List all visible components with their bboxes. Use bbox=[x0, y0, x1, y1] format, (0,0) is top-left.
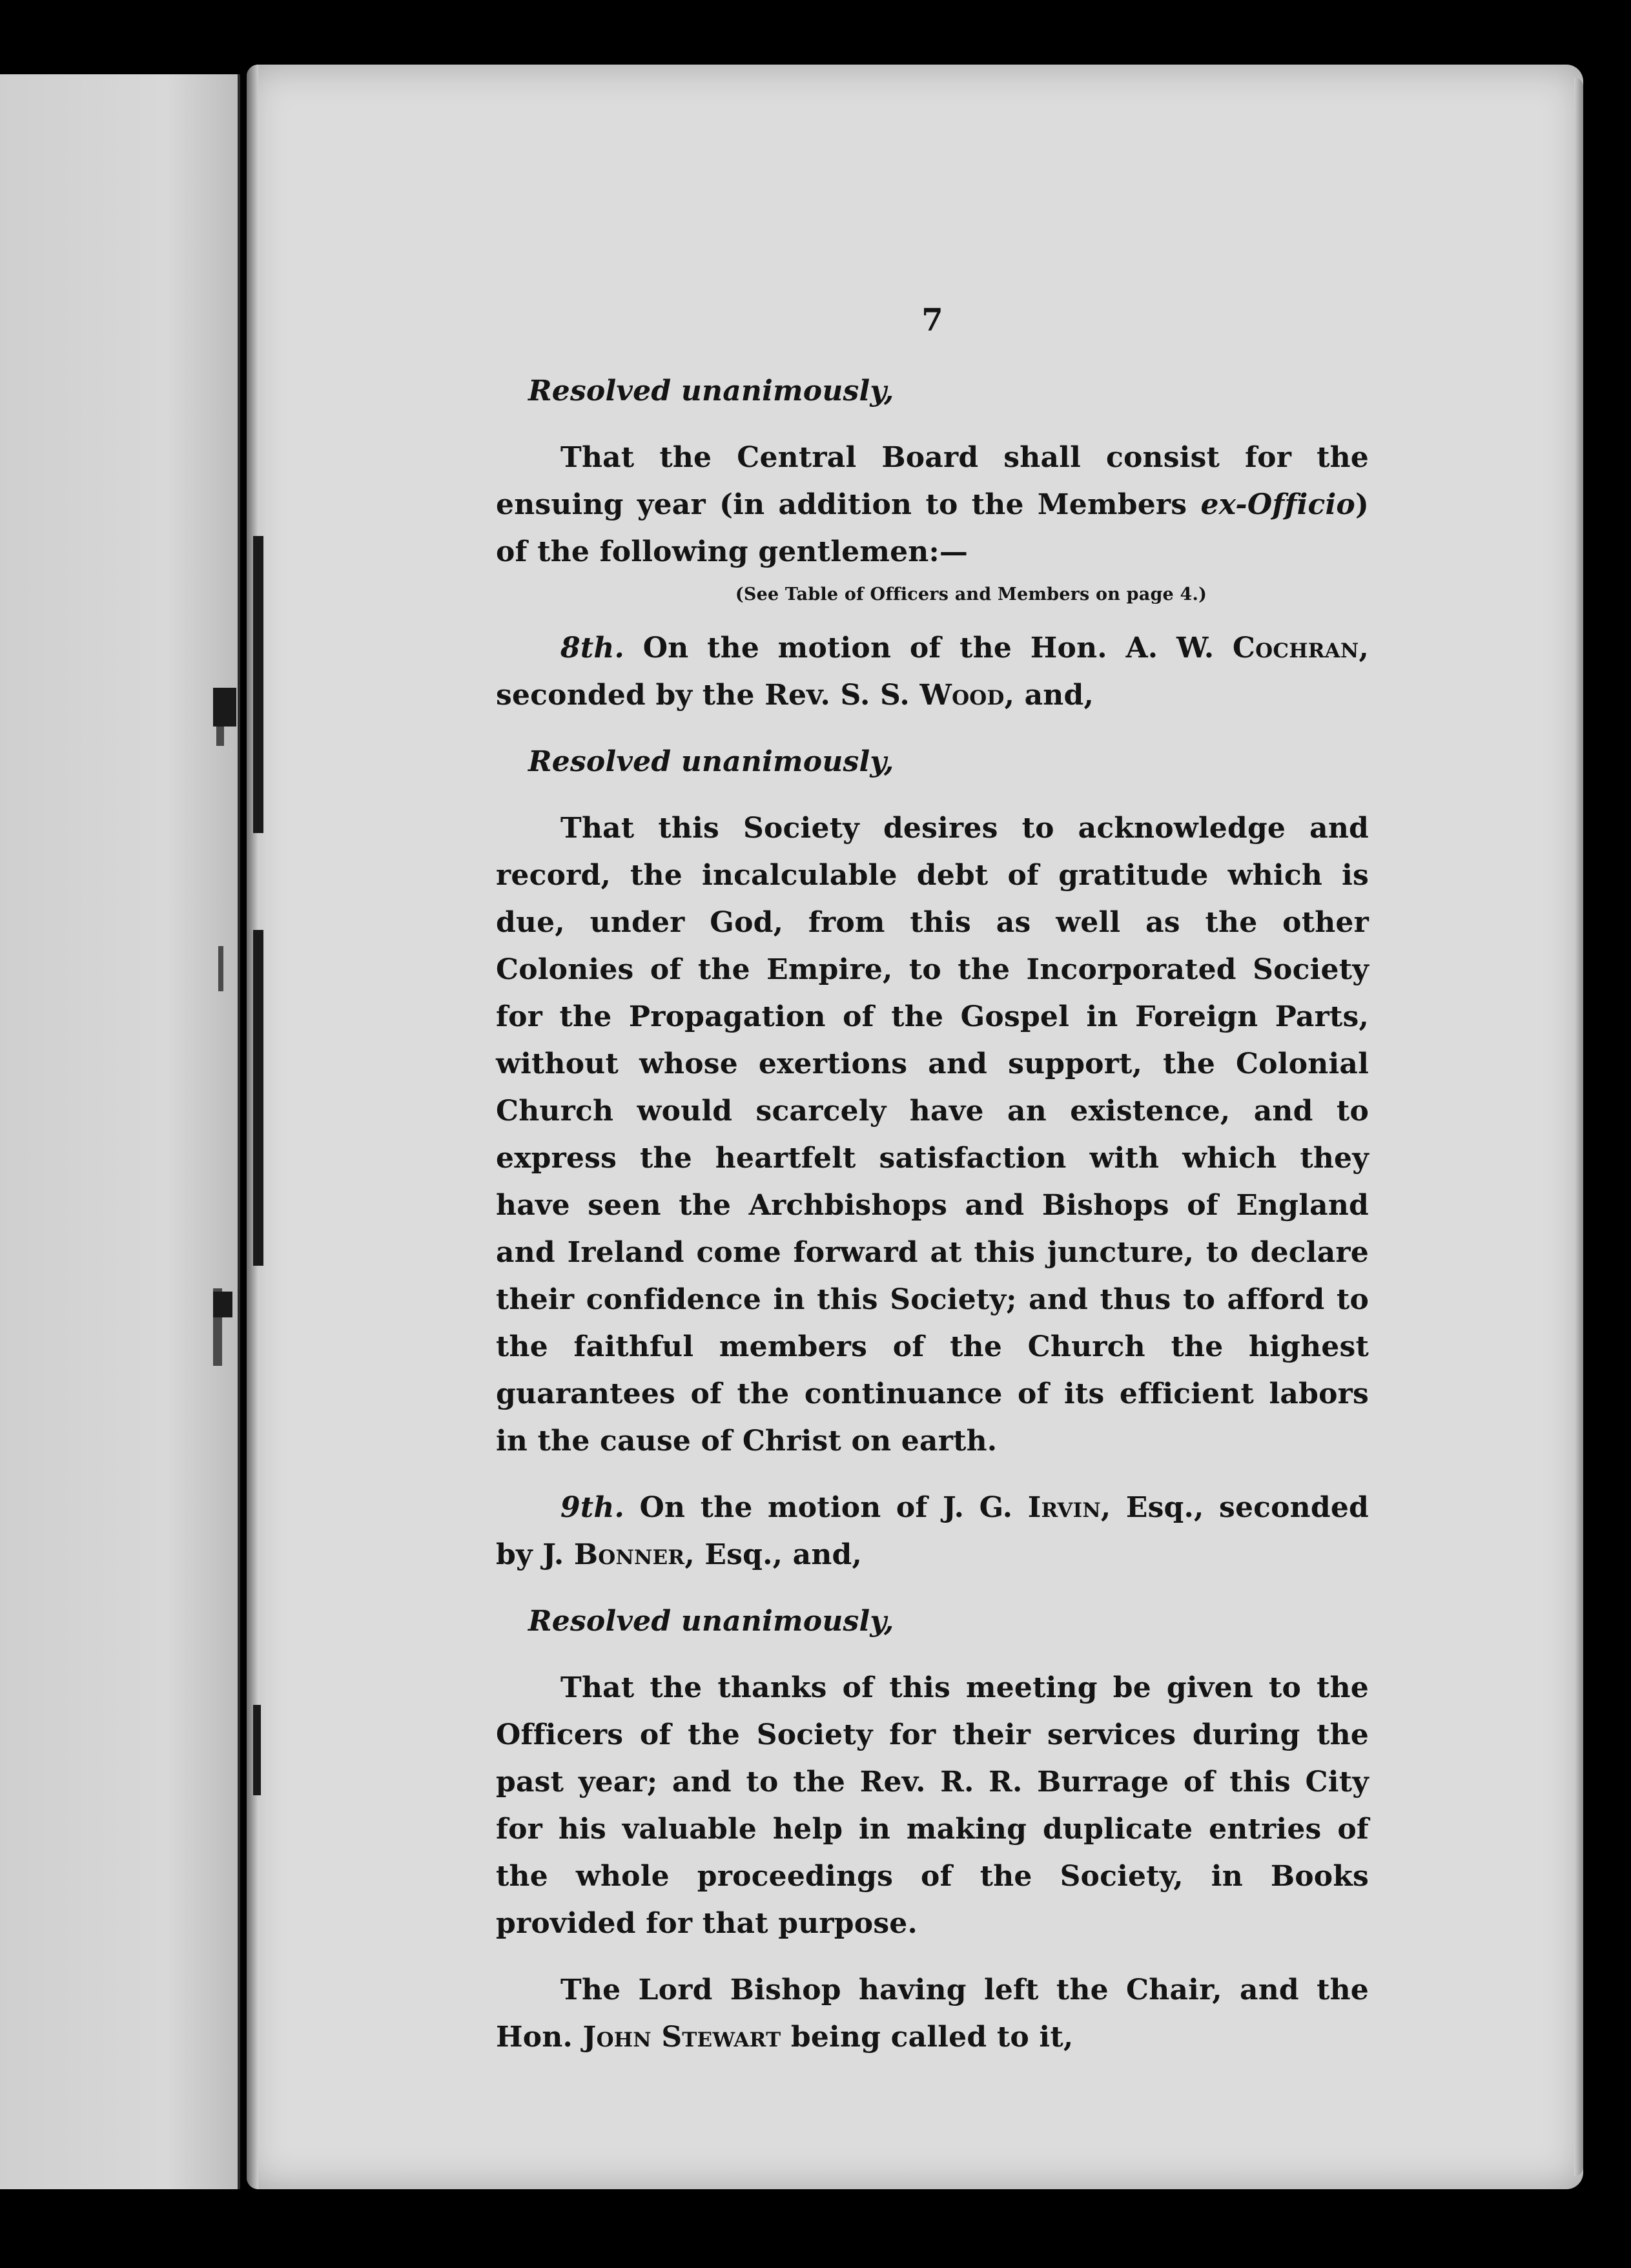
chair-name: John Stewart bbox=[582, 2021, 781, 2054]
seconder-name: Bonner bbox=[573, 1538, 685, 1571]
motion-text: On the motion of the Hon. A. W. bbox=[624, 632, 1233, 665]
mover-name: Irvin bbox=[1027, 1491, 1101, 1524]
closing-text: The Lord Bishop having left the Chair, and the Hon. bbox=[496, 1974, 1369, 2054]
motion-number: 9th. bbox=[560, 1491, 625, 1524]
page-edge bbox=[1574, 77, 1583, 2176]
motion-paragraph bbox=[496, 624, 1369, 719]
resolution-paragraph: That this Society desires to acknowledge and record, the incalculable debt of gratitude which is due, under God, from this as well as the other Colonies of the Empire, to the Incorporated Society for the Propagation of the Gospel in Foreign Parts, without whose exertions and support, the Colonial Church would scarcely have an existence, and to express the heartfelt satisfaction with which they have seen the Archbishops and Bishops of England and Ireland come forward at this juncture, to declare their confidence in this Society; and thus to afford to the faithful members of the Church the highest guarantees of the continuance of its efficient labors in the cause of Christ on earth. bbox=[496, 812, 1369, 1458]
closing-paragraph bbox=[496, 1966, 1369, 2061]
closing-text: being called to it, bbox=[781, 2021, 1074, 2054]
motion-text: , seconded by the Rev. S. S. bbox=[496, 632, 1369, 712]
page-text bbox=[496, 297, 1369, 2080]
resolution-heading: Resolved unanimously, bbox=[528, 745, 894, 778]
resolution-text: That the Central Board shall consist for the ensuing year (in addition to the Members bbox=[496, 441, 1369, 521]
motion-text: , Esq., and, bbox=[684, 1538, 863, 1571]
motion-number: 8th. bbox=[560, 632, 625, 665]
motion-text: On the motion of J. G. bbox=[624, 1491, 1028, 1524]
binding-mark bbox=[213, 688, 236, 727]
table-note: (See Table of Officers and Members on page 4.) bbox=[735, 584, 1207, 604]
ex-officio-term: ex-Officio bbox=[1200, 488, 1355, 521]
binding-mark bbox=[213, 1292, 232, 1317]
mover-name: Cochran bbox=[1232, 632, 1359, 665]
motion-text: , and, bbox=[1004, 679, 1094, 712]
resolution-heading: Resolved unanimously, bbox=[528, 1605, 894, 1638]
binding-mark bbox=[253, 536, 263, 833]
seconder-name: Wood bbox=[919, 679, 1005, 712]
binding-mark bbox=[253, 1705, 261, 1795]
resolution-paragraph bbox=[496, 434, 1369, 575]
resolution-paragraph: That the thanks of this meeting be given to the Officers of the Society for their services during the past year; and to the Rev. R. R. Burrage of this City for his valuable help in making duplicate entries of the whole proceedings of the Society, in Books provided for that purpose. bbox=[496, 1671, 1369, 1940]
facing-page bbox=[0, 74, 240, 2189]
resolution-text: ) of the following gentlemen:— bbox=[496, 488, 1369, 568]
resolution-heading: Resolved unanimously, bbox=[528, 375, 894, 407]
binding-mark bbox=[253, 930, 263, 1266]
binding-mark bbox=[218, 946, 223, 991]
page-number: 7 bbox=[921, 302, 943, 338]
motion-paragraph bbox=[496, 1484, 1369, 1578]
motion-text: , Esq., seconded by J. bbox=[496, 1491, 1369, 1571]
